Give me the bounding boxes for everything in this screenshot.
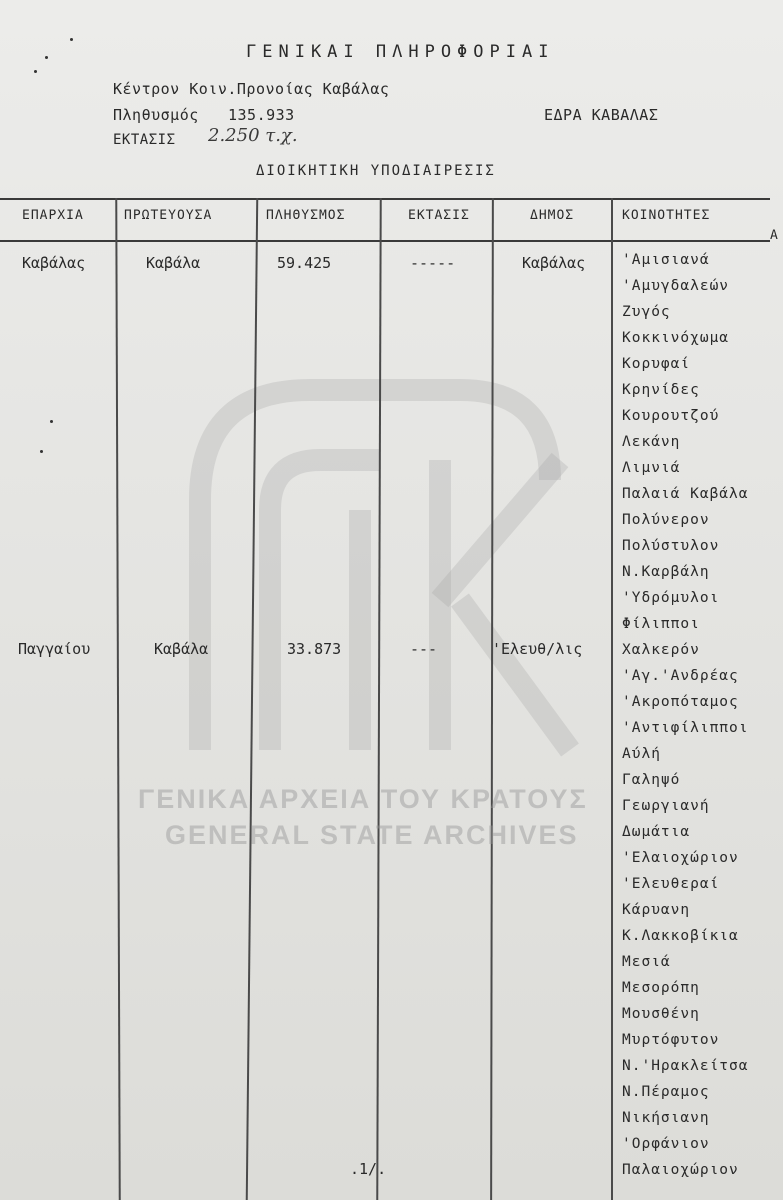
section-subtitle: ΔΙΟΙΚΗΤΙΚΗ ΥΠΟΔΙΑΙΡΕΣΙΣ [256,163,496,179]
column-header-capital: ΠΡΩΤΕΥΟΥΣΑ [124,208,213,223]
province-cell: Παγγαίου [18,640,91,658]
paper-speck [50,420,53,423]
commune-item: Δωμάτια [622,824,691,840]
commune-item: Νικήσιανη [622,1110,710,1126]
commune-item: Κρηνίδες [622,382,700,398]
commune-item: Κορυφαί [622,356,691,372]
capital-cell: Καβάλα [154,640,209,658]
commune-item: Ζυγός [622,304,671,320]
population-label: Πληθυσμός [113,106,199,124]
area-cell: --- [410,640,438,658]
watermark-english: GENERAL STATE ARCHIVES [165,820,579,850]
commune-item: Κ.Λακκοβίκια [622,928,739,944]
commune-item: Ν.Πέραμος [622,1084,710,1100]
paper-speck [45,56,48,59]
commune-item: 'Ελευθεραί [622,876,720,892]
commune-item: 'Ελαιοχώριον [622,850,739,866]
commune-item: Λεκάνη [622,434,681,450]
document-title: ΓΕΝΙΚΑΙ ΠΛΗΡΟΦΟΡΙΑΙ [246,42,555,62]
commune-item: 'Ακροπόταμος [622,694,739,710]
population-value: 135.933 [228,106,295,124]
side-mark: Α [770,228,778,243]
commune-item: Κουρουτζού [622,408,720,424]
municipality-cell: 'Ελευθ/λις [492,640,583,658]
commune-item: 'Αμυγδαλεών [622,278,730,294]
commune-item: 'Αγ.'Ανδρέας [622,668,739,684]
commune-item: Ν.Καρβάλη [622,564,710,580]
commune-item: Παλαιά Καβάλα [622,486,749,502]
column-header-area: ΕΚΤΑΣΙΣ [408,208,470,223]
paper-speck [40,450,43,453]
seat-label: ΕΔΡΑ ΚΑΒΑΛΑΣ [544,106,659,124]
commune-item: 'Αμισιανά [622,252,710,268]
column-header-province: ΕΠΑΡΧΙΑ [22,208,84,223]
commune-item: Μυρτόφυτον [622,1032,720,1048]
paper-speck [34,70,37,73]
commune-item: Πολύνερον [622,512,710,528]
commune-item: Παλαιοχώριον [622,1162,739,1178]
area-value-handwritten: 2.250 τ.χ. [208,125,298,146]
column-divider [611,198,613,1200]
center-name: Κέντρον Κοιν.Προνοίας Καβάλας [113,80,390,98]
commune-item: Γαληψό [622,772,681,788]
paper-speck [70,38,73,41]
commune-item: Ν.'Ηρακλείτσα [622,1058,749,1074]
area-label: ΕΚΤΑΣΙΣ [113,132,176,148]
commune-item: Κοκκινόχωμα [622,330,730,346]
column-header-municipality: ΔΗΜΟΣ [530,208,575,223]
population-cell: 59.425 [277,254,332,272]
commune-item: Μουσθένη [622,1006,700,1022]
commune-item: 'Υδρόμυλοι [622,590,720,606]
watermark-greek: ΓΕΝΙΚΑ ΑΡΧΕΙΑ ΤΟΥ ΚΡΑΤΟΥΣ [138,784,588,814]
province-cell: Καβάλας [22,254,86,272]
column-header-population: ΠΛΗΘΥΣΜΟΣ [266,208,346,223]
commune-item: Μεσορόπη [622,980,700,996]
commune-item: Λιμνιά [622,460,681,476]
commune-item: Κάρυανη [622,902,691,918]
commune-item: Γεωργιανή [622,798,710,814]
commune-item: 'Ορφάνιον [622,1136,710,1152]
commune-item: Μεσιά [622,954,671,970]
commune-item: Χαλκερόν [622,642,700,658]
area-cell: ----- [410,254,456,272]
page-number: .1/. [350,1160,387,1178]
population-cell: 33.873 [287,640,342,658]
municipality-cell: Καβάλας [522,254,586,272]
commune-item: Φίλιπποι [622,616,700,632]
column-header-communes: ΚΟΙΝΟΤΗΤΕΣ [622,208,711,223]
capital-cell: Καβάλα [146,254,201,272]
commune-item: 'Αντιφίλιπποι [622,720,749,736]
commune-item: Αύλή [622,746,661,762]
column-divider [115,198,120,1200]
commune-item: Πολύστυλον [622,538,720,554]
